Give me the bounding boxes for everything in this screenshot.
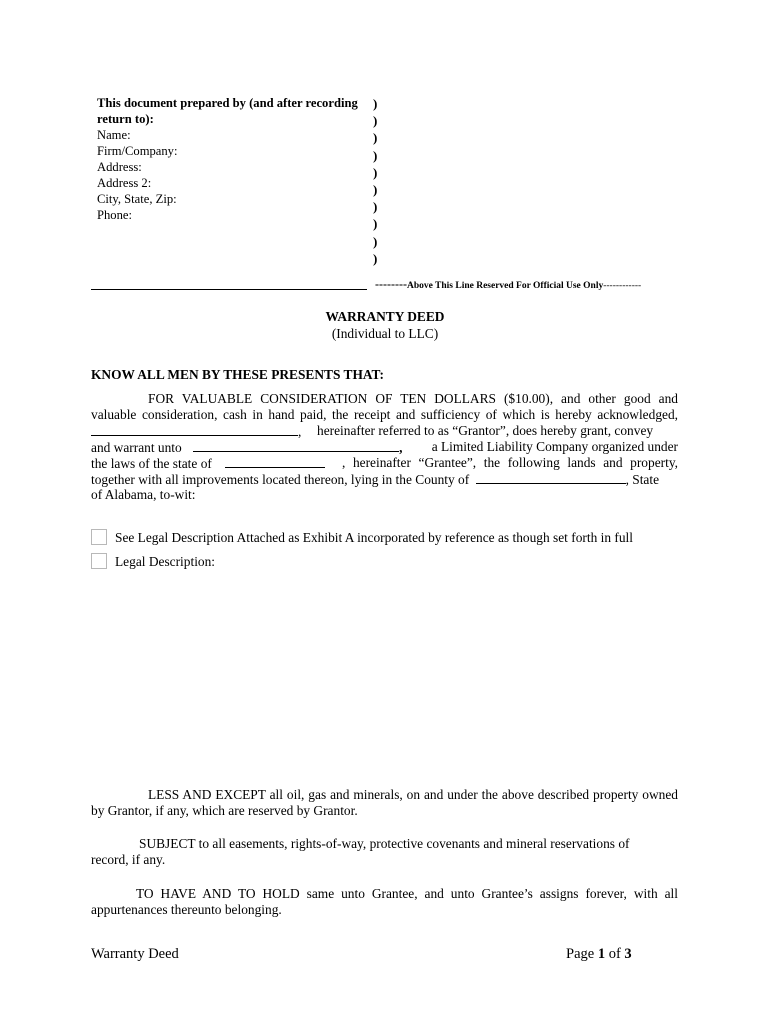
bracket: ) bbox=[373, 216, 378, 232]
official-use-notice bbox=[375, 276, 641, 294]
bracket: ) bbox=[373, 147, 378, 163]
laws-of-state-text: the laws of the state of bbox=[91, 456, 212, 471]
current-page: 1 bbox=[597, 946, 606, 962]
llc-clause: a Limited Liability Company organized under bbox=[431, 439, 678, 454]
consideration-line6 bbox=[91, 471, 678, 488]
preparer-field-address: Address: bbox=[97, 160, 142, 174]
grantor-name-field[interactable] bbox=[91, 423, 298, 436]
dashes-right: ------------ bbox=[603, 281, 642, 291]
grantee-clause: , hereinafter “Grantee”, the following lands and property, bbox=[342, 455, 678, 470]
subject-to-line1: SUBJECT to all easements, rights-of-way, protective covenants and mineral reservations of bbox=[139, 836, 630, 851]
habendum-line1: TO HAVE AND TO HOLD same unto Grantee, and unto Grantee’s assigns forever, with all bbox=[136, 886, 678, 901]
footer-document-name: Warranty Deed bbox=[91, 946, 179, 962]
bracket: ) bbox=[373, 181, 378, 197]
preparer-heading-line1: This document prepared by (and after recording bbox=[97, 96, 358, 110]
preparer-block bbox=[97, 95, 369, 223]
consideration-line3 bbox=[91, 423, 678, 440]
less-except-line1: LESS AND EXCEPT all oil, gas and minerals, on and under the above described property owned bbox=[148, 787, 678, 802]
know-all-men-heading: KNOW ALL MEN BY THESE PRESENTS THAT: bbox=[91, 367, 384, 382]
dashes-left: -------- bbox=[375, 277, 407, 291]
consideration-line7: of Alabama, to-wit: bbox=[91, 487, 196, 502]
county-field[interactable] bbox=[476, 471, 626, 484]
bracket: ) bbox=[373, 164, 378, 180]
legal-description-checkbox[interactable] bbox=[91, 553, 107, 569]
exhibit-a-label: See Legal Description Attached as Exhibit A incorporated by reference as though set forth in full bbox=[115, 530, 633, 545]
bracket: ) bbox=[373, 96, 378, 111]
county-text: together with all improvements located thereon, lying in the County of bbox=[91, 472, 470, 487]
legal-description-label: Legal Description: bbox=[115, 554, 216, 569]
habendum-line2: appurtenances thereunto belonging. bbox=[91, 902, 282, 917]
bracket: ) bbox=[373, 250, 378, 266]
bracket: ) bbox=[373, 199, 378, 215]
page-label: Page bbox=[566, 946, 595, 962]
official-use-text: Above This Line Reserved For Official Use Only bbox=[406, 281, 604, 291]
comma: , bbox=[298, 424, 302, 439]
grantee-llc-name-field[interactable] bbox=[193, 439, 399, 452]
legal-description-option bbox=[91, 553, 215, 570]
recording-divider-line bbox=[91, 289, 367, 290]
preparer-field-address2: Address 2: bbox=[97, 176, 152, 190]
comma: , bbox=[399, 440, 403, 455]
bracket: ) bbox=[373, 113, 378, 129]
bracket: ) bbox=[373, 233, 378, 249]
exhibit-a-checkbox[interactable] bbox=[91, 529, 107, 545]
preparer-heading-line2: return to): bbox=[97, 112, 154, 126]
preparer-field-phone: Phone: bbox=[97, 208, 132, 222]
of-label: of bbox=[608, 946, 621, 962]
subject-to-line2: record, if any. bbox=[91, 852, 166, 867]
preparer-field-city-state-zip: City, State, Zip: bbox=[97, 192, 177, 206]
document-title: WARRANTY DEED bbox=[325, 309, 445, 324]
bracket-column bbox=[373, 95, 385, 267]
consideration-line1: FOR VALUABLE CONSIDERATION OF TEN DOLLARS ($10.00), and other good and bbox=[148, 391, 678, 406]
less-except-line2: by Grantor, if any, which are reserved by Grantor. bbox=[91, 803, 358, 818]
preparer-field-name: Name: bbox=[97, 128, 131, 142]
grantor-clause: hereinafter referred to as “Grantor”, does hereby grant, convey bbox=[317, 423, 654, 438]
exhibit-a-option bbox=[91, 529, 633, 546]
state-of-organization-field[interactable] bbox=[225, 455, 325, 468]
warrant-unto-text: and warrant unto bbox=[91, 440, 182, 455]
total-pages: 3 bbox=[624, 946, 632, 962]
document-subtitle: (Individual to LLC) bbox=[331, 326, 439, 341]
consideration-line5 bbox=[91, 455, 678, 472]
state-text: , State bbox=[625, 472, 660, 487]
consideration-line4 bbox=[91, 439, 678, 456]
bracket: ) bbox=[373, 130, 378, 146]
preparer-field-firm: Firm/Company: bbox=[97, 144, 178, 158]
footer-page-number bbox=[566, 946, 632, 962]
consideration-line2: valuable consideration, cash in hand paid, the receipt and sufficiency of which is hereby acknowledged, bbox=[91, 407, 678, 422]
